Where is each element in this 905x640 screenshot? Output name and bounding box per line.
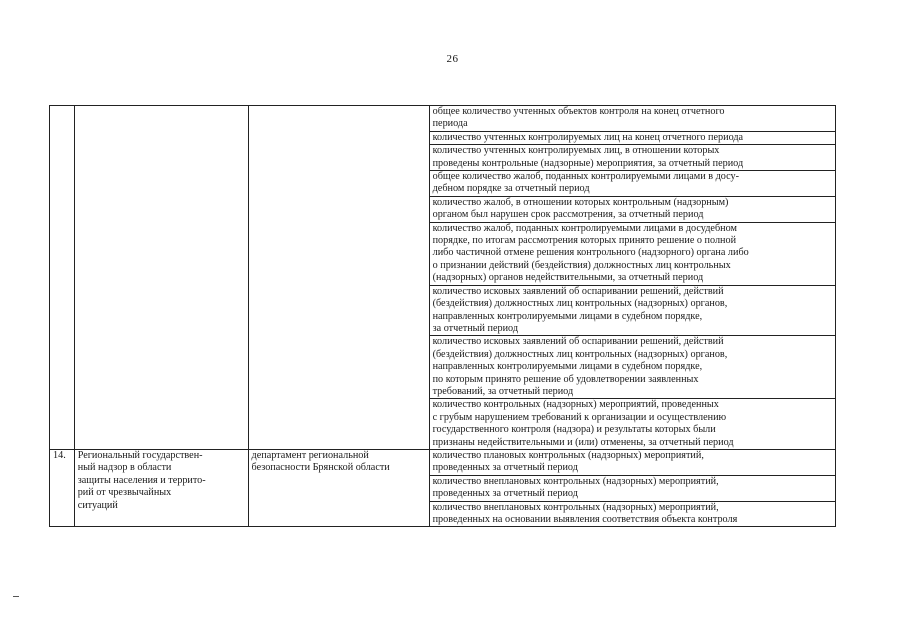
indicator-cell-line: проведены контрольные (надзорные) мероприятия, за отчетный период [432, 157, 744, 169]
indicator-cell [429, 285, 835, 336]
indicator-cell-line: количество контрольных (надзорных) мероприятий, проведенных [432, 399, 719, 411]
indicator-cell-line: требований, за отчетный период [432, 385, 574, 397]
indicator-cell-line: количество внеплановых контрольных (надзорных) мероприятий, [432, 501, 719, 513]
indicator-cell-line: количество учтенных контролируемых лиц, в отношении которых [432, 145, 720, 157]
table-row [50, 106, 836, 132]
item-number: 14. [50, 449, 75, 526]
control-type-name-line: рий от чрезвычайных [77, 487, 172, 499]
authority-name-line: департамент региональной [251, 449, 369, 461]
indicator-cell-line: количество плановых контрольных (надзорных) мероприятий, [432, 449, 704, 461]
table-row [50, 449, 836, 475]
indicator-cell-line: проведенных за отчетный период [432, 462, 578, 474]
indicator-cell-line: количество внеплановых контрольных (надзорных) мероприятий, [432, 475, 719, 487]
indicator-cell-line: о признании действий (бездействия) должностных лиц контрольных [432, 259, 731, 271]
indicator-cell-line: дебном порядке за отчетный период [432, 183, 590, 195]
indicator-cell-line: количество учтенных контролируемых лиц на конец отчетного периода [432, 131, 744, 143]
indicator-cell-line: общее количество учтенных объектов контроля на конец отчетного [432, 106, 725, 117]
indicator-cell-line: направленных контролируемыми лицами в судебном порядке, [432, 361, 703, 373]
indicator-cell-line: общее количество жалоб, поданных контролируемыми лицами в досу- [432, 171, 739, 183]
indicator-cell [429, 222, 835, 285]
control-type-name [74, 449, 248, 526]
indicator-cell-line: (надзорных) органов недействительными, за отчетный период [432, 272, 704, 284]
page-number: 26 [446, 53, 459, 65]
control-type-name-line: защиты населения и террито- [77, 474, 206, 486]
indicator-cell [429, 475, 835, 501]
indicator-cell-line: государственного контроля (надзора) и результаты которых были [432, 424, 716, 436]
indicator-cell-line: (бездействия) должностных лиц контрольных (надзорных) органов, [432, 348, 728, 360]
indicator-cell-line: количество исковых заявлений об оспаривании решений, действий [432, 285, 724, 297]
control-type-name-line: ситуаций [77, 499, 118, 511]
indicator-cell-line: количество исковых заявлений об оспаривании решений, действий [432, 336, 724, 348]
indicator-cell-line: (бездействия) должностных лиц контрольных (надзорных) органов, [432, 298, 728, 310]
indicator-cell-line: количество жалоб, поданных контролируемыми лицами в досудебном [432, 222, 737, 234]
name-cell [74, 106, 248, 450]
indicator-cell [429, 196, 835, 222]
control-type-name-line: Региональный государствен- [77, 449, 203, 461]
indicator-cell-line: с грубым нарушением требований к организации и осуществлению [432, 411, 727, 423]
indicator-cell [429, 106, 835, 132]
indicator-cell-line: либо частичной отмене решения контрольного (надзорного) органа либо [432, 247, 749, 259]
indicator-cell-line: проведенных на основании выявления соответствия объекта контроля [432, 514, 738, 525]
control-type-name-line: ный надзор в области [77, 462, 172, 474]
indicator-cell-line: порядке, по итогам рассмотрения которых принято решение о полной [432, 235, 737, 247]
margin-mark [13, 596, 19, 597]
authority-cell [248, 106, 429, 450]
authority-name-line: безопасности Брянской области [251, 462, 390, 474]
indicator-cell [429, 336, 835, 399]
indicator-cell [429, 145, 835, 171]
indicator-cell-line: за отчетный период [432, 322, 519, 334]
indicators-table [49, 105, 836, 527]
indicator-cell [429, 449, 835, 475]
indicator-cell [429, 131, 835, 144]
authority-name [248, 449, 429, 526]
indicator-cell-line: признаны недействительными и (или) отменены, за отчетный период [432, 436, 734, 448]
indicator-cell-line: количество жалоб, в отношении которых контрольным (надзорным) [432, 196, 729, 208]
indicator-cell [429, 399, 835, 450]
indicator-cell-line: направленных контролируемыми лицами в судебном порядке, [432, 310, 703, 322]
number-cell [50, 106, 75, 450]
indicator-cell [429, 501, 835, 527]
indicator-cell-line: органом был нарушен срок рассмотрения, за отчетный период [432, 209, 704, 221]
indicator-cell-line: периода [432, 118, 468, 130]
indicator-cell-line: по которым принято решение об удовлетворении заявленных [432, 373, 699, 385]
indicator-cell-line: проведенных за отчетный период [432, 488, 578, 500]
indicator-cell [429, 171, 835, 197]
table-body [50, 106, 836, 527]
